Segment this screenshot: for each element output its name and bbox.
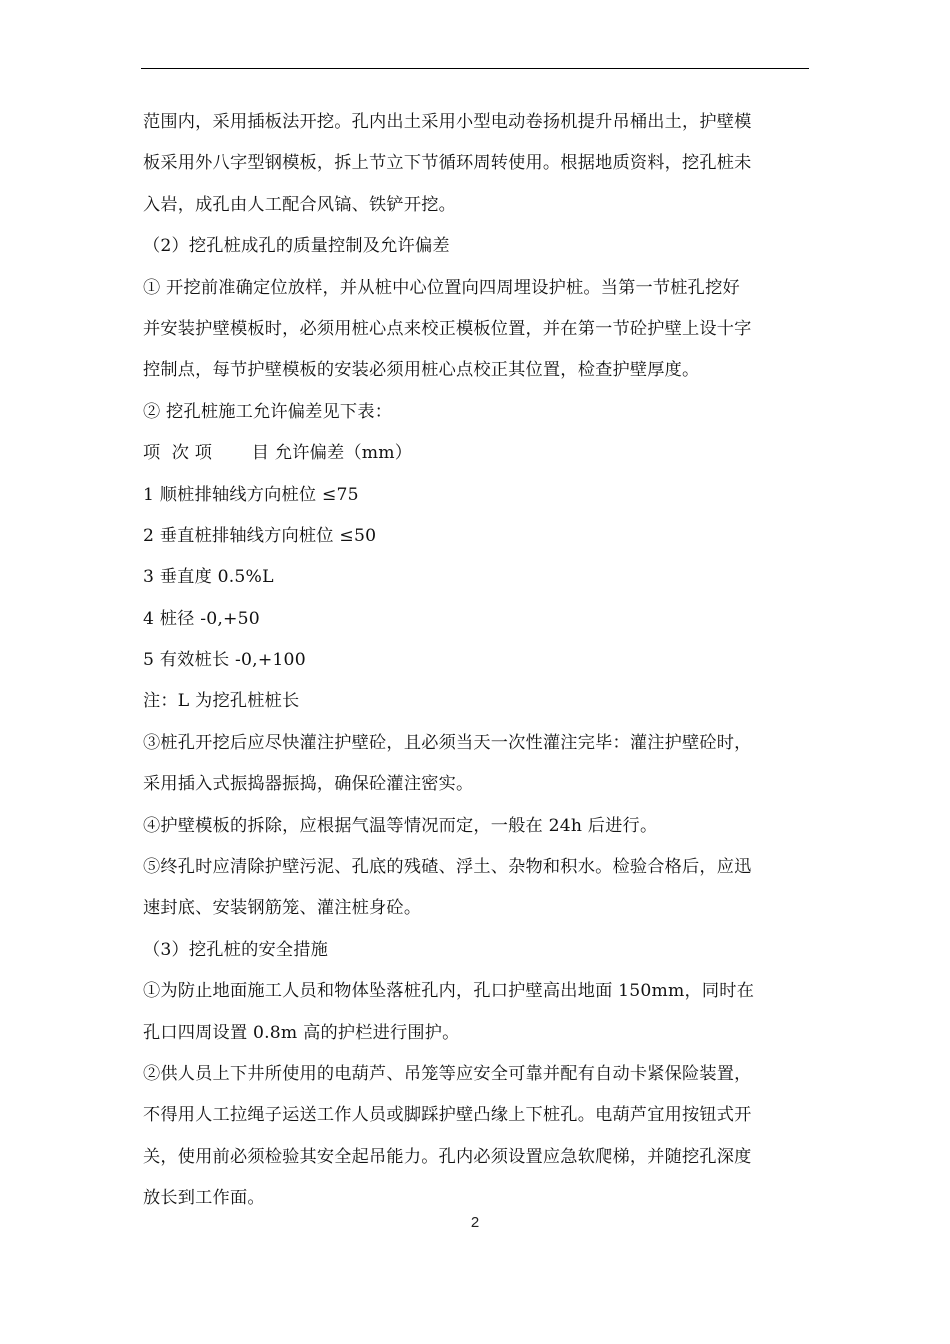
table-row: 4 桩径 -0,+50	[143, 608, 260, 629]
text-line: 控制点，每节护壁模板的安装必须用桩心点校正其位置，检查护壁厚度。	[143, 360, 700, 381]
text-line: ⑤终孔时应清除护壁污泥、孔底的残碴、浮土、杂物和积水。检验合格后，应迅	[143, 857, 752, 878]
text-line: 放长到工作面。	[143, 1188, 265, 1209]
table-row: 5 有效桩长 -0,+100	[143, 650, 306, 671]
text-line: 速封底、安装钢筋笼、灌注桩身砼。	[143, 898, 422, 919]
document-body	[143, 102, 819, 1220]
table-row: 1 顺桩排轴线方向桩位 ≤75	[143, 484, 359, 505]
text-line: 范围内，采用插板法开挖。孔内出土采用小型电动卷扬机提升吊桶出土，护壁模	[143, 112, 752, 132]
text-line: 采用插入式振捣器振捣，确保砼灌注密实。	[143, 774, 474, 795]
table-header: 项 次 项 目 允许偏差（mm）	[143, 443, 413, 464]
section-heading: （3）挖孔桩的安全措施	[143, 939, 329, 960]
text-line: 孔口四周设置 0.8m 高的护栏进行围护。	[143, 1022, 460, 1043]
text-line: ①为防止地面施工人员和物体坠落桩孔内，孔口护壁高出地面 150mm，同时在	[143, 981, 755, 1002]
text-line: ②供人员上下井所使用的电葫芦、吊笼等应安全可靠并配有自动卡紧保险装置，	[143, 1063, 752, 1084]
table-row: 2 垂直桩排轴线方向桩位 ≤50	[143, 525, 377, 546]
text-line: 入岩，成孔由人工配合风镐、铁铲开挖。	[143, 194, 456, 215]
table-row: 3 垂直度 0.5%L	[143, 567, 274, 588]
page-number: 2	[470, 1214, 480, 1231]
table-note: 注：L 为挖孔桩桩长	[143, 691, 300, 712]
text-line: 关，使用前必须检验其安全起吊能力。孔内必须设置应急软爬梯，并随挖孔深度	[143, 1146, 752, 1167]
text-line: 不得用人工拉绳子运送工作人员或脚踩护壁凸缘上下桩孔。电葫芦宜用按钮式开	[143, 1105, 752, 1126]
text-line: 板采用外八字型钢模板，拆上节立下节循环周转使用。根据地质资料，挖孔桩未	[143, 153, 752, 174]
text-line: ③桩孔开挖后应尽快灌注护壁砼，且必须当天一次性灌注完毕：灌注护壁砼时，	[143, 732, 752, 753]
text-line: ① 开挖前准确定位放样，并从桩中心位置向四周埋设护桩。当第一节桩孔挖好	[143, 277, 740, 298]
text-line: ② 挖孔桩施工允许偏差见下表：	[143, 401, 393, 422]
text-line: ④护壁模板的拆除，应根据气温等情况而定，一般在 24h 后进行。	[143, 815, 658, 836]
section-heading: （2）挖孔桩成孔的质量控制及允许偏差	[143, 236, 450, 257]
header-rule	[141, 68, 809, 69]
text-line: 并安装护壁模板时，必须用桩心点来校正模板位置，并在第一节砼护壁上设十字	[143, 318, 752, 339]
